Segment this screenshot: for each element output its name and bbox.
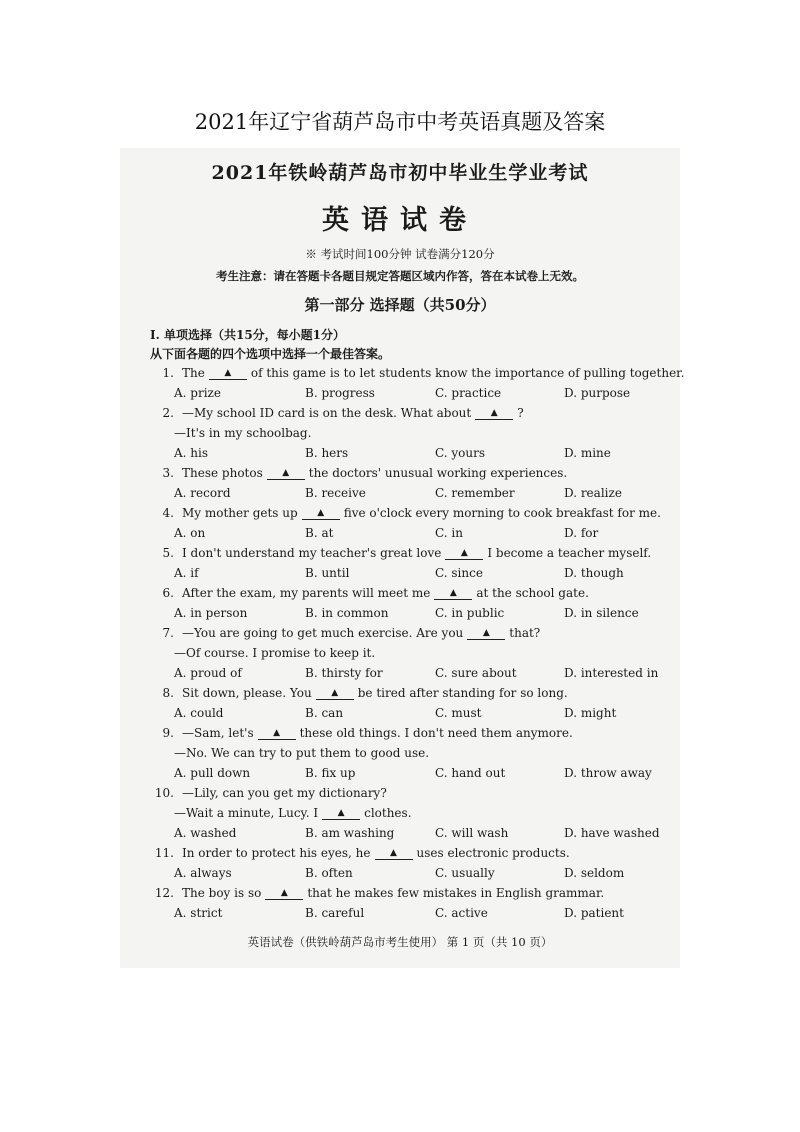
question-number: 9. <box>162 726 174 740</box>
option-d[interactable]: D. might <box>564 706 617 720</box>
option-d[interactable]: D. seldom <box>564 866 625 880</box>
question-text-segment: the doctors' unusual working experiences. <box>308 466 568 480</box>
option-a[interactable]: A. if <box>174 566 199 580</box>
answer-options <box>150 603 670 623</box>
question-number: 7. <box>162 626 174 640</box>
option-a[interactable]: A. washed <box>174 826 237 840</box>
question-stem <box>150 623 670 643</box>
option-a[interactable]: A. always <box>174 866 232 880</box>
question-text-segment: The <box>182 366 205 380</box>
question-text <box>182 503 661 523</box>
answer-blank: ▲ <box>475 408 513 420</box>
section-heading: Ⅰ. 单项选择（共15分，每小题1分） <box>150 328 346 342</box>
question-number: 3. <box>162 466 174 480</box>
question-text-segment: these old things. I don't need them anymore. <box>299 726 573 740</box>
option-b[interactable]: B. hers <box>305 446 349 460</box>
question-number: 2. <box>162 406 174 420</box>
question-text <box>182 683 568 703</box>
option-d[interactable]: D. throw away <box>564 766 652 780</box>
answer-blank: ▲ <box>434 588 472 600</box>
answer-blank: ▲ <box>209 368 247 380</box>
question-text <box>182 783 387 803</box>
question-text-segment: uses electronic products. <box>416 846 570 860</box>
option-a[interactable]: A. on <box>174 526 206 540</box>
question-number: 4. <box>162 506 174 520</box>
answer-options <box>150 903 670 923</box>
question-text-segment: My mother gets up <box>182 506 298 520</box>
question-stem <box>150 363 685 383</box>
question-text <box>182 883 604 903</box>
question-text-segment: I don't understand my teacher's great love <box>182 546 442 560</box>
option-a[interactable]: A. record <box>174 486 231 500</box>
question-reply <box>150 423 670 443</box>
question-text-segment: that? <box>509 626 541 640</box>
section-instruction: 从下面各题的四个选项中选择一个最佳答案。 <box>150 347 391 361</box>
option-b[interactable]: B. often <box>305 866 353 880</box>
option-b[interactable]: B. careful <box>305 906 365 920</box>
option-d[interactable]: D. have washed <box>564 826 660 840</box>
question-text <box>182 723 573 743</box>
option-b[interactable]: B. am washing <box>305 826 395 840</box>
option-a[interactable]: A. prize <box>174 386 221 400</box>
candidate-notice: 考生注意：请在答题卡各题目规定答题区域内作答，答在本试卷上无效。 <box>216 269 584 283</box>
question-text-segment: —You are going to get much exercise. Are you <box>182 626 464 640</box>
option-c[interactable]: C. yours <box>435 446 486 460</box>
question-text-segment: After the exam, my parents will meet me <box>182 586 431 600</box>
option-b[interactable]: B. until <box>305 566 350 580</box>
option-c[interactable]: C. usually <box>435 866 495 880</box>
option-c[interactable]: C. practice <box>435 386 502 400</box>
question-text-segment: —Lily, can you get my dictionary? <box>182 786 387 800</box>
part-title: 第一部分 选择题（共50分） <box>304 296 496 314</box>
option-b[interactable]: B. progress <box>305 386 375 400</box>
answer-options <box>150 523 670 543</box>
option-d[interactable]: D. patient <box>564 906 624 920</box>
answer-options <box>150 863 670 883</box>
answer-blank: ▲ <box>445 548 483 560</box>
option-d[interactable]: D. realize <box>564 486 622 500</box>
question-text <box>174 803 412 823</box>
question-reply-text: —It's in my schoolbag. <box>174 426 312 440</box>
question-text-segment: five o'clock every morning to cook breakfast for me. <box>343 506 661 520</box>
answer-blank: ▲ <box>316 688 354 700</box>
question-number: 12. <box>154 886 174 900</box>
exam-time-info: ※ 考试时间100分钟 试卷满分120分 <box>305 247 495 261</box>
question-number: 5. <box>162 546 174 560</box>
option-b[interactable]: B. in common <box>305 606 389 620</box>
option-d[interactable]: D. for <box>564 526 599 540</box>
answer-options <box>150 763 670 783</box>
option-d[interactable]: D. mine <box>564 446 611 460</box>
document-title: 2021年辽宁省葫芦岛市中考英语真题及答案 <box>194 110 606 134</box>
option-c[interactable]: C. sure about <box>435 666 517 680</box>
question-reply <box>150 743 670 763</box>
question-stem <box>150 503 670 523</box>
question-stem <box>150 843 670 863</box>
question-stem <box>150 883 670 903</box>
option-c[interactable]: C. must <box>435 706 482 720</box>
question-text <box>182 623 540 643</box>
option-a[interactable]: A. could <box>174 706 224 720</box>
answer-blank: ▲ <box>258 728 296 740</box>
question-text-segment: Sit down, please. You <box>182 686 312 700</box>
option-d[interactable]: D. in silence <box>564 606 639 620</box>
question-reply <box>150 643 670 663</box>
answer-options <box>150 483 670 503</box>
option-c[interactable]: C. in public <box>435 606 505 620</box>
question-text-segment: ? <box>517 406 524 420</box>
answer-options <box>150 663 670 683</box>
answer-options <box>150 443 670 463</box>
option-a[interactable]: A. his <box>174 446 209 460</box>
question-number: 11. <box>154 846 174 860</box>
question-text <box>182 583 589 603</box>
subject-title: 英语试卷 <box>322 205 478 236</box>
option-c[interactable]: C. remember <box>435 486 515 500</box>
question-text-segment: These photos <box>182 466 263 480</box>
question-stem <box>150 783 670 803</box>
option-a[interactable]: A. in person <box>174 606 248 620</box>
option-b[interactable]: B. at <box>305 526 334 540</box>
question-stem <box>150 543 670 563</box>
option-d[interactable]: D. though <box>564 566 624 580</box>
question-text-segment: of this game is to let students know the importance of pulling together. <box>250 366 685 380</box>
option-d[interactable]: D. purpose <box>564 386 631 400</box>
question-text-segment: The boy is so <box>182 886 262 900</box>
answer-blank: ▲ <box>375 848 413 860</box>
question-list <box>150 363 685 923</box>
option-c[interactable]: C. active <box>435 906 488 920</box>
answer-options <box>150 703 670 723</box>
question-text-segment: —My school ID card is on the desk. What about <box>182 406 472 420</box>
question-text <box>182 463 567 483</box>
option-c[interactable]: C. since <box>435 566 483 580</box>
question-text-segment: In order to protect his eyes, he <box>182 846 371 860</box>
question-number: 6. <box>162 586 174 600</box>
option-b[interactable]: B. fix up <box>305 766 356 780</box>
answer-blank: ▲ <box>322 808 360 820</box>
answer-blank: ▲ <box>467 628 505 640</box>
option-a[interactable]: A. pull down <box>174 766 251 780</box>
question-stem <box>150 583 670 603</box>
question-reply <box>150 803 670 823</box>
option-c[interactable]: C. in <box>435 526 463 540</box>
question-text-segment: at the school gate. <box>476 586 589 600</box>
answer-options <box>150 823 670 843</box>
exam-name: 2021年铁岭葫芦岛市初中毕业生学业考试 <box>211 162 589 184</box>
question-text-segment: I become a teacher myself. <box>487 546 652 560</box>
question-stem <box>150 723 670 743</box>
question-text <box>182 363 684 383</box>
answer-blank: ▲ <box>265 888 303 900</box>
option-b[interactable]: B. receive <box>305 486 366 500</box>
question-text-segment: be tired after standing for so long. <box>357 686 568 700</box>
answer-options <box>150 563 670 583</box>
question-text <box>182 403 524 423</box>
page-footer: 英语试卷（供铁岭葫芦岛市考生使用） 第 1 页（共 10 页） <box>247 935 553 949</box>
question-reply-text: —No. We can try to put them to good use. <box>174 746 430 760</box>
answer-options <box>150 383 670 403</box>
answer-blank: ▲ <box>302 508 340 520</box>
question-number: 1. <box>162 366 174 380</box>
question-text-segment: —Wait a minute, Lucy. I <box>174 806 319 820</box>
question-text-segment: —Sam, let's <box>182 726 254 740</box>
option-b[interactable]: B. thirsty for <box>305 666 383 680</box>
option-b[interactable]: B. can <box>305 706 344 720</box>
option-c[interactable]: C. hand out <box>435 766 506 780</box>
question-stem <box>150 403 670 423</box>
question-text-segment: clothes. <box>364 806 412 820</box>
question-stem <box>150 683 670 703</box>
question-number: 10. <box>154 786 174 800</box>
option-a[interactable]: A. proud of <box>174 666 242 680</box>
question-text <box>182 843 570 863</box>
option-a[interactable]: A. strict <box>174 906 223 920</box>
option-d[interactable]: D. interested in <box>564 666 659 680</box>
question-text <box>182 543 651 563</box>
question-stem <box>150 463 670 483</box>
option-c[interactable]: C. will wash <box>435 826 509 840</box>
question-number: 8. <box>162 686 174 700</box>
question-text-segment: that he makes few mistakes in English grammar. <box>307 886 605 900</box>
question-reply-text: —Of course. I promise to keep it. <box>174 646 376 660</box>
answer-blank: ▲ <box>267 468 305 480</box>
